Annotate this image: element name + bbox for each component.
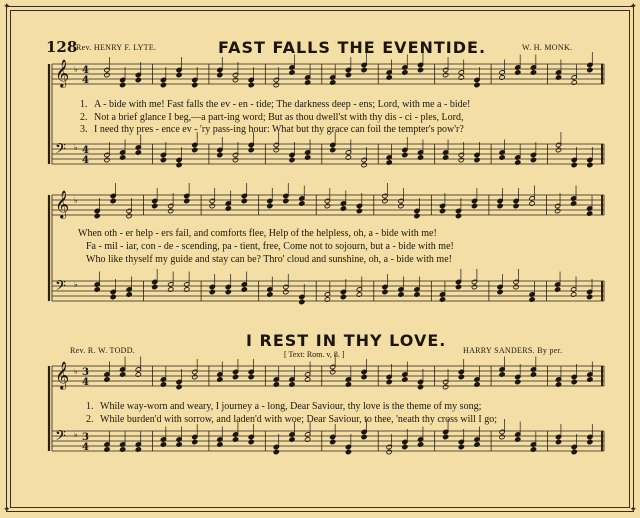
note-head [443,434,449,439]
key-signature-flat-icon: ♭ [74,143,78,152]
note-head [168,208,174,213]
note-head [176,72,182,77]
time-signature-lower: 4 [82,377,89,388]
note-head [458,374,464,379]
note-head [587,439,593,444]
corner-ornament-icon: ✦ [629,2,637,12]
note-head [232,77,238,82]
lyric-text: While burden'd with sorrow, and laden'd with woe; Dear Saviour, to thee, 'neath thy cross will I go; [100,414,498,425]
key-signature-flat-icon: ♭ [74,367,78,376]
note-head [273,82,279,87]
note-head [283,198,289,203]
note-head [497,203,503,208]
note-head [361,374,367,379]
note-head [402,152,408,157]
note-head [555,208,561,213]
hymn1-author: Rev. HENRY F. LYTE. [76,43,157,52]
hymn1-verse3-line2: Who like thyself my guide and stay can be? Thro' cloud and sunshine, oh, a - bide with me! [86,254,452,265]
note-head [289,157,295,162]
note-head [152,203,158,208]
hymn1-verse2-line1 [80,113,464,123]
note-head [458,157,464,162]
note-head [192,147,198,152]
note-head [209,203,215,208]
verse-number: 2. [86,414,94,425]
note-head [283,289,289,294]
time-signature-upper: 3 [82,367,89,378]
lyric-text: Not a brief glance I beg,—a part-ing word; But as thou dwell'st with thy dis - ci - ples, Lord, [94,112,464,123]
page-number: 128 [46,38,78,56]
note-head [248,374,254,379]
note-head [160,157,166,162]
note-head [471,203,477,208]
note-head [192,82,198,87]
note-head [192,374,198,379]
note-head [471,284,477,289]
hymn1-verse1-line1 [80,100,470,110]
treble-clef-icon: 𝄞 [55,59,70,87]
hymn2-author: Rev. R. W. TODD. [70,346,136,355]
note-head [209,289,215,294]
note-head [248,82,254,87]
note-head [515,379,521,384]
note-head [571,162,577,167]
note-head [345,449,351,454]
verse-number: 2. [80,112,88,123]
note-head [439,208,445,213]
hymn1-composer: W. H. MONK. [522,43,573,52]
note-head [571,379,577,384]
note-head [417,67,423,72]
key-signature-flat-icon: ♭ [74,430,78,439]
treble-clef-icon: 𝄞 [55,190,70,218]
note-head [386,379,392,384]
note-head [443,384,449,389]
note-head [458,444,464,449]
corner-ornament-icon: ✦ [3,2,11,12]
note-head [382,198,388,203]
time-signature-upper: 3 [82,432,89,443]
note-head [217,152,223,157]
note-head [361,162,367,167]
key-signature-flat-icon: ♭ [74,65,78,74]
note-head [104,157,110,162]
key-signature-flat-icon: ♭ [74,280,78,289]
note-head [232,374,238,379]
note-head [513,284,519,289]
lyric-text: While way-worn and weary, I journey a - long, Dear Saviour, thy love is the theme of my song; [100,401,482,412]
note-head [587,162,593,167]
verse-number: 1. [80,99,88,110]
time-signature-upper: 4 [82,65,89,76]
hymn1-verse3-line1 [80,125,464,135]
bass-clef-icon: 𝄢 [55,141,66,161]
note-head [110,198,116,203]
note-head [555,147,561,152]
note-head [120,82,126,87]
note-head [455,284,461,289]
note-head [273,449,279,454]
note-head [232,157,238,162]
note-head [184,198,190,203]
time-signature-lower: 4 [82,155,89,166]
note-head [474,157,480,162]
note-head [192,439,198,444]
verse-number: 1. [86,401,94,412]
time-signature-lower: 4 [82,75,89,86]
treble-clef-icon: 𝄞 [55,361,70,389]
note-head [248,147,254,152]
note-head [273,147,279,152]
note-head [345,72,351,77]
hymn2-scripture-ref: [ Text: Rom. v, 8. ] [284,350,345,359]
note-head [330,147,336,152]
bass-clef-icon: 𝄢 [55,278,66,298]
verse-number: 3. [80,124,88,135]
hymn2-verse1-line1 [86,402,481,412]
note-head [398,203,404,208]
hymn1-title: FAST FALLS THE EVENTIDE. [218,38,487,57]
note-head [555,439,561,444]
corner-ornament-icon: ✦ [629,505,637,515]
hymn2-verse2-line1 [86,415,497,425]
note-head [135,77,141,82]
note-head [330,439,336,444]
note-head [361,434,367,439]
note-head [499,434,505,439]
note-head [443,72,449,77]
note-head [340,294,346,299]
note-head [587,294,593,299]
note-head [382,289,388,294]
note-head [299,299,305,304]
note-head [414,213,420,218]
hymn1-verse1-line2: When oth - er help - ers fail, and comforts flee, Help of the helpless, oh, a - bide with me! [78,228,437,239]
note-head [402,444,408,449]
bass-clef-icon: 𝄢 [55,428,66,448]
note-head [176,162,182,167]
note-head [571,449,577,454]
note-head [176,384,182,389]
note-head [225,289,231,294]
note-head [110,294,116,299]
note-head [361,67,367,72]
key-signature-flat-icon: ♭ [74,196,78,205]
note-head [152,284,158,289]
note-head [104,72,110,77]
note-head [241,198,247,203]
note-head [324,203,330,208]
note-head [455,213,461,218]
corner-ornament-icon: ✦ [3,505,11,515]
note-head [386,449,392,454]
hymn2-title: I REST IN THY LOVE. [246,331,447,350]
hymn1-verse2-line2: Fa - mil - iar, con - de - scending, pa - tient, free, Come not to sojourn, but a - bide with me! [86,241,454,252]
time-signature-lower: 4 [82,442,89,453]
note-head [248,439,254,444]
note-head [587,67,593,72]
note-head [267,203,273,208]
note-head [330,369,336,374]
hymn2-composer: HARRY SANDERS. By per. [463,346,563,355]
note-head [530,157,536,162]
note-head [94,213,100,218]
note-head [513,203,519,208]
note-head [160,82,166,87]
note-head [126,213,132,218]
note-head [217,72,223,77]
note-head [497,289,503,294]
note-head [474,82,480,87]
lyric-text: A - bide with me! Fast falls the ev - en - tide; The darkness deep - ens; Lord, with me a - bide! [94,99,471,110]
note-head [356,208,362,213]
note-head [417,384,423,389]
lyric-text: I need thy pres - ence ev - 'ry pass-ing hour: What but thy grace can foil the tempter's pow'r? [94,124,464,135]
time-signature-upper: 4 [82,145,89,156]
